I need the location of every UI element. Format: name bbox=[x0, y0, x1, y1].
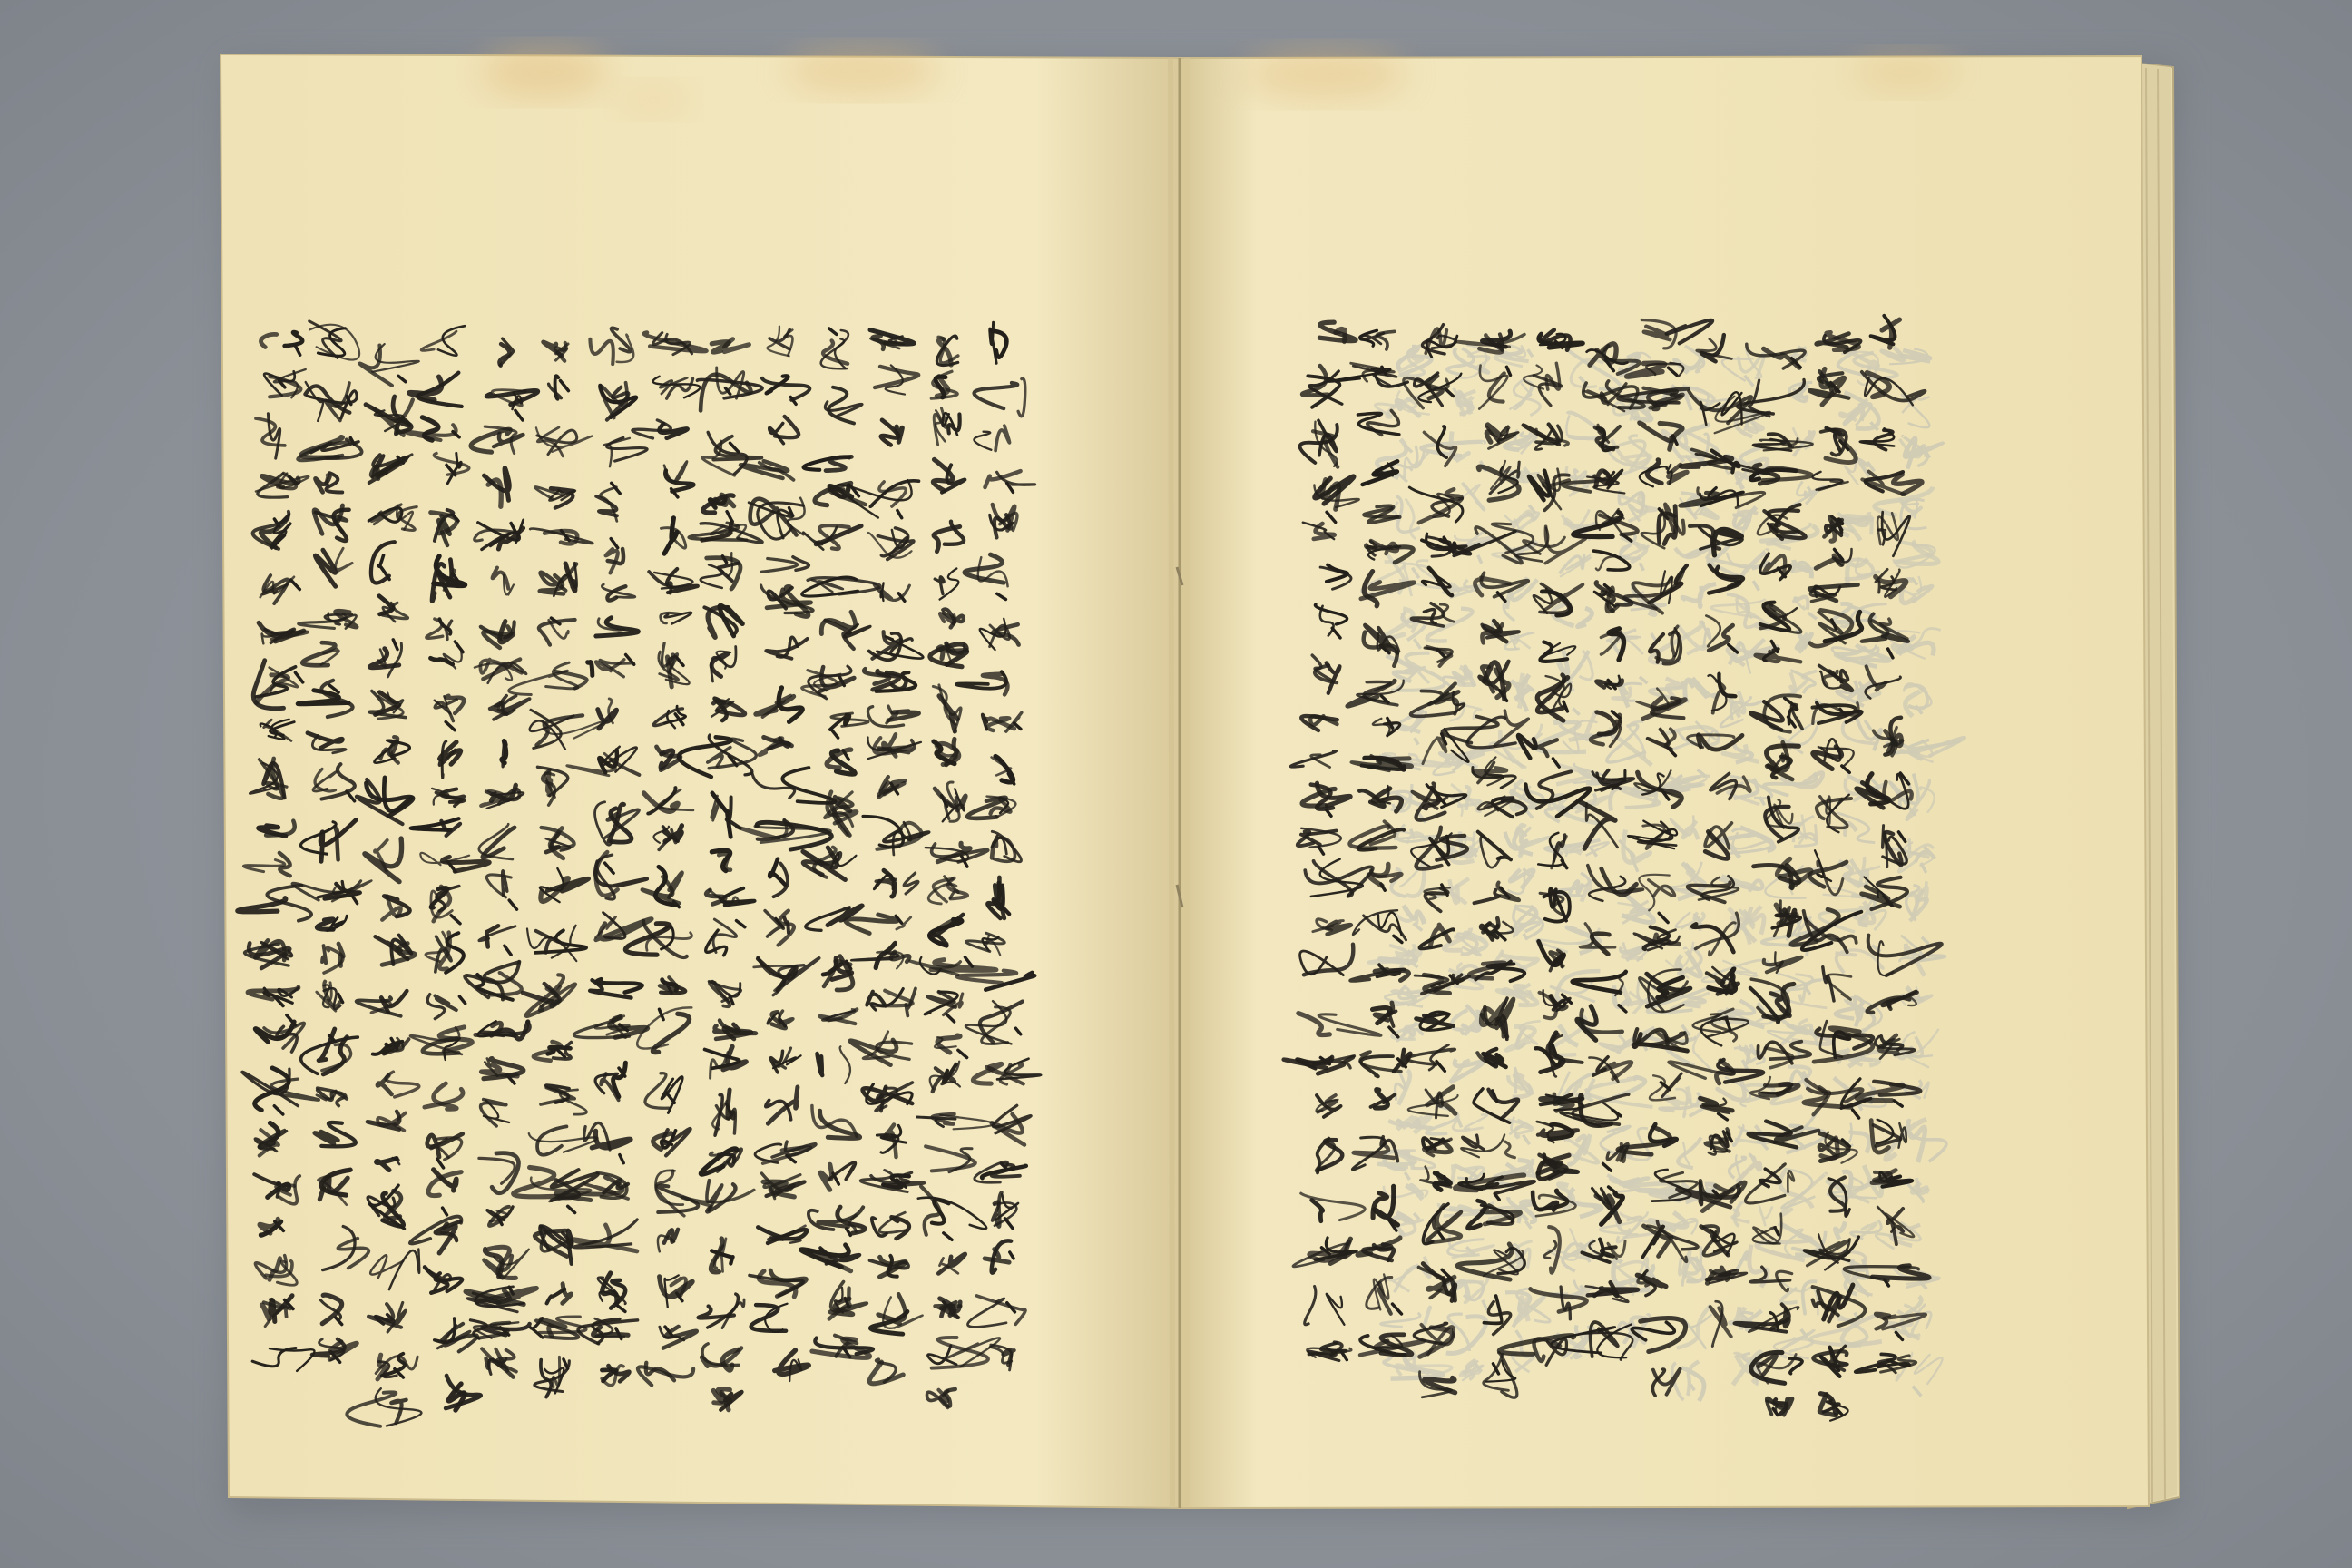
stain-left-1 bbox=[481, 47, 608, 98]
right-page bbox=[1180, 49, 2149, 1508]
stain-right-1 bbox=[1243, 49, 1406, 100]
stain-left-2 bbox=[785, 47, 939, 94]
left-page bbox=[220, 47, 1180, 1508]
stain-left-3 bbox=[617, 83, 690, 116]
book-gutter bbox=[1171, 58, 1187, 1508]
handwritten-glyph bbox=[502, 741, 506, 767]
stain-right-2 bbox=[1851, 53, 1960, 93]
